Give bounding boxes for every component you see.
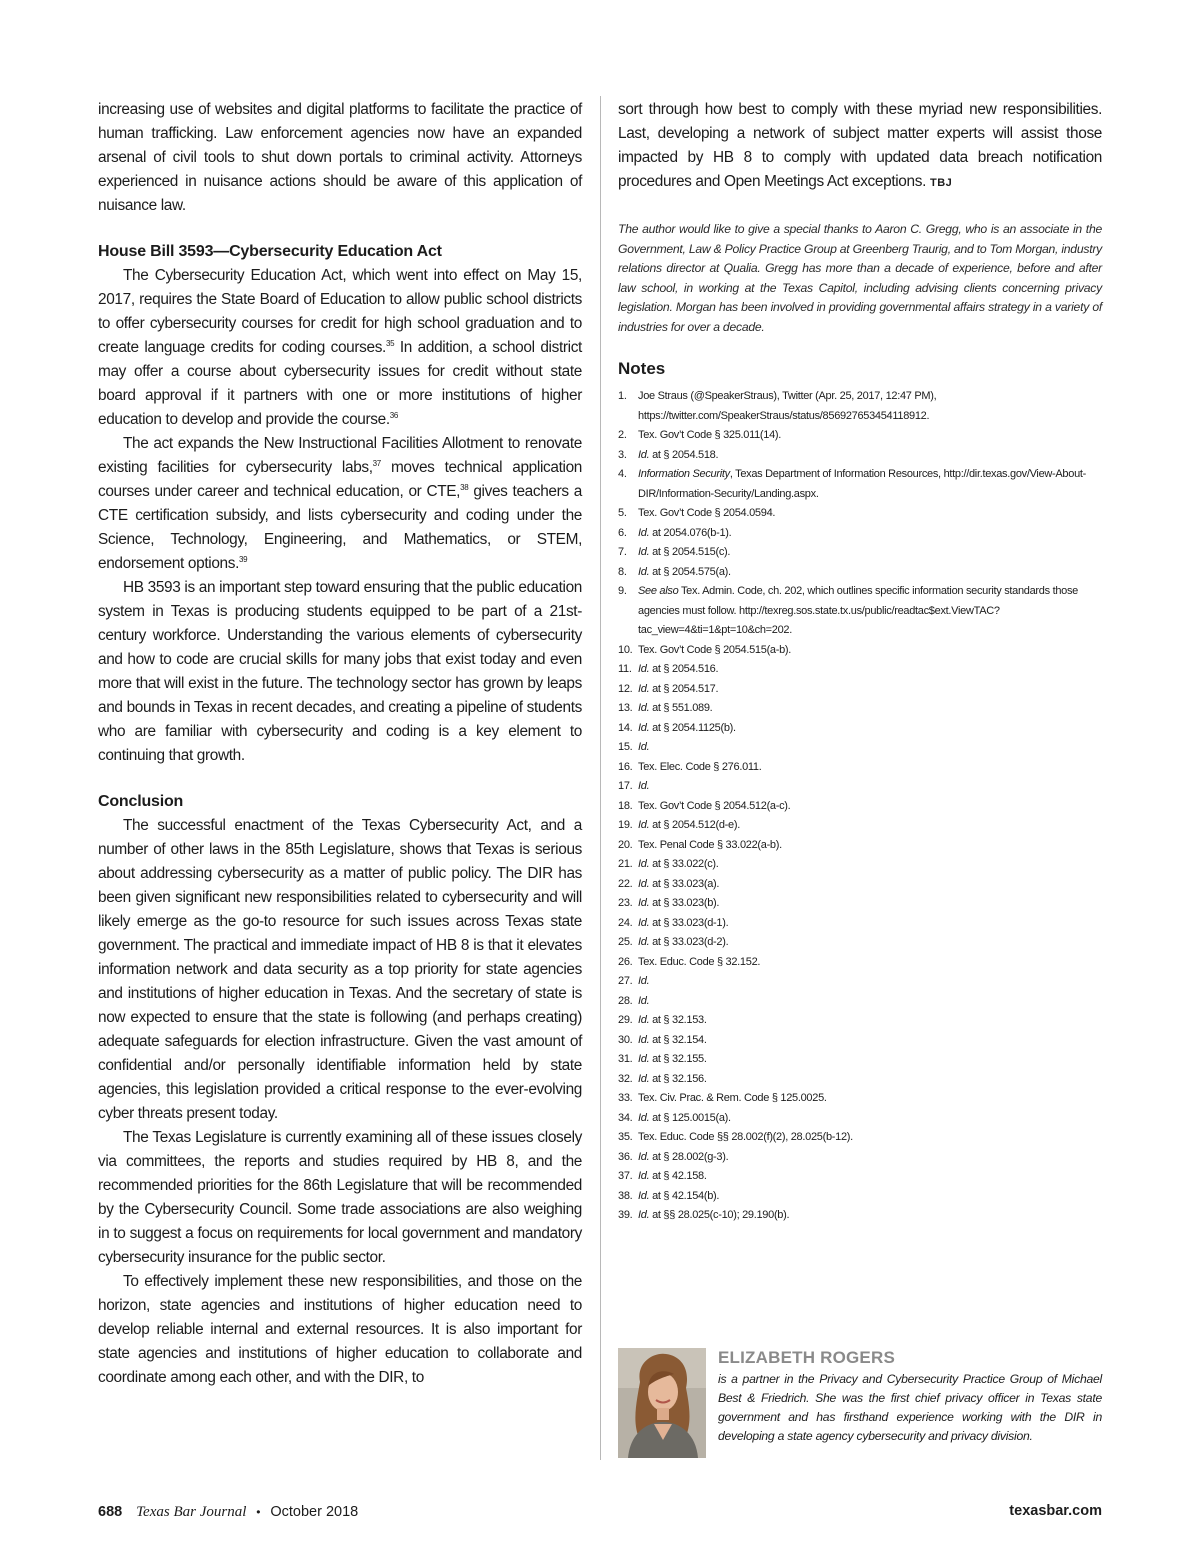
body-paragraph: The successful enactment of the Texas Cybersecurity Act, and a number of other laws in the 85th Legislature, shows that Texas is serious about addressing cybersecurity as a matter of public policy. The DIR has been given significant new responsibilities related to cybersecurity and will likely emerge as the go-to resource for such issues across Texas state government. The practical and immediate impact of HB 8 is that it elevates information network and data security as a top priority for state agencies and institutions of higher education in Texas. And the secretary of state is now expected to ensure that the state is following (and perhaps creating) adequate safeguards for election infrastructure. Given the vast amount of confidential and/or personally identifiable information held by state agencies, this legislation provided a critical response to the ever-evolving cyber threats present today. [98, 817, 582, 1122]
note-citation: at § 32.155. [649, 1053, 707, 1065]
note-citation: at § 32.154. [649, 1033, 707, 1046]
note-italic: Id. [638, 780, 650, 792]
note-number: 22. [618, 877, 633, 890]
note-item [618, 524, 1102, 544]
note-text [638, 914, 1102, 934]
body-paragraph: increasing use of websites and digital platforms to facilitate the practice of human trafficking. Law enforcement agencies now have an expanded arsenal of civil tools to shut down portals to criminal activity. Attorneys experienced in nuisance actions should be aware of this application of nuisance law. [98, 101, 582, 214]
note-citation: Tex. Penal Code § 33.022(a-b). [638, 838, 782, 851]
acknowledgment: The author would like to give a special thanks to Aaron C. Gregg, who is an associate in the Government, Law & Policy Practice Group at Greenberg Traurig, and to Tom Morgan, industry relations director at Qualia. Gregg has more than a decade of experience, before and after law school, in working at the Texas Capitol, including advising clients concerning privacy legislation. Morgan has been involved in providing governmental affairs strategy in a variety of industries for over a decade. [618, 222, 1102, 334]
note-italic: Id. [638, 1072, 650, 1085]
note-citation: at §§ 28.025(c-10); 29.190(b). [649, 1209, 790, 1221]
note-text [638, 641, 1102, 661]
note-italic: Id. [638, 448, 650, 461]
note-item [618, 1206, 1102, 1226]
note-citation: Tex. Gov’t Code § 2054.0594. [638, 507, 776, 519]
right-column [618, 98, 1102, 1226]
note-number: 39. [618, 1209, 633, 1221]
note-number: 21. [618, 858, 633, 870]
note-number: 10. [618, 643, 633, 656]
note-citation: at § 2054.515(c). [649, 546, 731, 558]
note-item [618, 563, 1102, 583]
note-text [638, 816, 1102, 836]
footer-separator: • [256, 1505, 261, 1519]
note-citation: Tex. Civ. Prac. & Rem. Code § 125.0025. [638, 1092, 827, 1104]
note-citation: at § 42.158. [649, 1170, 707, 1182]
note-text [638, 719, 1102, 739]
note-italic: Id. [638, 916, 650, 929]
note-item [618, 836, 1102, 856]
note-italic: Id. [638, 682, 650, 695]
note-text [638, 1128, 1102, 1148]
note-italic: Information Security [638, 468, 730, 480]
note-item [618, 1128, 1102, 1148]
note-italic: Id. [638, 565, 650, 578]
note-number: 11. [618, 663, 632, 675]
note-number: 15. [618, 741, 633, 753]
note-italic: Id. [638, 1033, 650, 1046]
note-number: 7. [618, 546, 627, 558]
note-item [618, 504, 1102, 524]
note-text [638, 1206, 1102, 1226]
author-bio [618, 1348, 1102, 1458]
note-item [618, 1070, 1102, 1090]
note-text [638, 582, 1102, 641]
note-citation: at § 33.023(d-2). [649, 936, 729, 948]
note-number: 33. [618, 1092, 633, 1104]
note-italic: Id. [638, 1111, 650, 1124]
note-italic: Id. [638, 975, 650, 987]
note-number: 17. [618, 780, 633, 792]
note-item [618, 1148, 1102, 1168]
note-text [638, 797, 1102, 817]
note-citation: at § 33.022(c). [649, 858, 719, 870]
note-text [638, 953, 1102, 973]
body-paragraph: To effectively implement these new responsibilities, and those on the horizon, state agencies and institutions of higher education need to develop reliable internal and external resources. It is also important for state agencies and institutions of higher education to collaborate and coordinate among each other, and with the DIR, to [98, 1273, 582, 1386]
author-portrait-icon [618, 1348, 706, 1458]
note-item [618, 1167, 1102, 1187]
note-number: 36. [618, 1150, 633, 1163]
note-number: 27. [618, 975, 633, 987]
note-text [638, 1109, 1102, 1129]
note-item [618, 758, 1102, 778]
author-bio-text [718, 1348, 1102, 1446]
note-italic: Id. [638, 1209, 650, 1221]
text-run: sort through how best to comply with these myriad new responsibilities. Last, developing a network of subject matter experts will assist those impacted by HB 8 to comply with updated data breach notification procedures and Open Meetings Act exceptions. [618, 101, 1102, 190]
note-number: 14. [618, 721, 633, 734]
note-citation: Tex. Gov’t Code § 325.011(14). [638, 429, 782, 441]
note-number: 3. [618, 448, 627, 461]
note-citation: at § 2054.516. [649, 663, 719, 675]
note-item [618, 992, 1102, 1012]
note-number: 13. [618, 702, 633, 714]
note-number: 24. [618, 916, 633, 929]
note-item [618, 543, 1102, 563]
note-item [618, 777, 1102, 797]
note-italic: Id. [638, 1014, 650, 1026]
note-citation: at § 551.089. [649, 702, 713, 714]
page-number: 688 [98, 1504, 123, 1520]
note-item [618, 465, 1102, 504]
note-item [618, 894, 1102, 914]
note-number: 23. [618, 897, 633, 909]
text-run: The act expands the New Instructional Facilities Allotment to renovate existing facilities for cybersecurity labs, [98, 435, 582, 476]
note-item [618, 582, 1102, 641]
author-photo [618, 1348, 706, 1458]
note-item [618, 719, 1102, 739]
note-number: 28. [618, 994, 633, 1007]
note-text [638, 894, 1102, 914]
section-heading-conclusion: Conclusion [98, 793, 184, 810]
note-item [618, 1011, 1102, 1031]
note-italic: Id. [638, 741, 650, 753]
note-text [638, 524, 1102, 544]
note-text [638, 1070, 1102, 1090]
note-text [638, 836, 1102, 856]
note-text [638, 699, 1102, 719]
note-number: 18. [618, 799, 633, 812]
note-text [638, 387, 1102, 426]
website-link[interactable]: texasbar.com [1009, 1503, 1102, 1519]
note-citation: at § 2054.512(d-e). [649, 819, 740, 831]
note-text [638, 543, 1102, 563]
note-number: 4. [618, 468, 627, 480]
note-item [618, 855, 1102, 875]
note-text [638, 1011, 1102, 1031]
note-italic: Id. [638, 936, 650, 948]
note-item [618, 387, 1102, 426]
note-number: 30. [618, 1033, 633, 1046]
note-text [638, 504, 1102, 524]
note-text [638, 446, 1102, 466]
note-item [618, 816, 1102, 836]
text-run: The Cybersecurity Education Act, which went into effect on May 15, 2017, requires the State Board of Education to allow public school districts to offer cybersecurity courses for credit for high school graduation and to create language credits for coding courses. [98, 267, 582, 356]
note-italic: Id. [638, 897, 650, 909]
note-item [618, 641, 1102, 661]
note-item [618, 953, 1102, 973]
note-item [618, 680, 1102, 700]
note-item [618, 1187, 1102, 1207]
note-item [618, 738, 1102, 758]
note-italic: Id. [638, 526, 650, 539]
note-item [618, 446, 1102, 466]
body-paragraph: HB 3593 is an important step toward ensuring that the public education system in Texas is producing students equipped to be part of a 21st-century workforce. Understanding the various elements of cybersecurity and how to code are crucial skills for many jobs that exist today and even more that will exist in the future. The technology sector has grown by leaps and bounds in Texas in recent decades, and creating a pipeline of students who are familiar with cybersecurity and coding is a key element to continuing that growth. [98, 579, 582, 764]
text-run: In addition, a school district may offer a course about cybersecurity issues for credit without state board approval if it partners with one or more institutions of higher education to develop and provide the course. [98, 339, 582, 428]
note-number: 25. [618, 936, 633, 948]
note-italic: Id. [638, 994, 650, 1007]
text-run: moves technical application courses under career and technical education, or CTE, [98, 459, 582, 500]
note-italic: Id. [638, 877, 650, 890]
note-item [618, 972, 1102, 992]
note-item [618, 1031, 1102, 1051]
section-heading-hb3593: House Bill 3593—Cybersecurity Education Act [98, 243, 442, 260]
journal-title: Texas Bar Journal [136, 1504, 247, 1520]
page-footer [98, 1503, 1102, 1525]
note-number: 31. [618, 1053, 633, 1065]
note-item [618, 1050, 1102, 1070]
note-number: 19. [618, 819, 633, 831]
body-paragraph [98, 264, 582, 432]
note-italic: Id. [638, 858, 650, 870]
note-text [638, 660, 1102, 680]
note-item [618, 933, 1102, 953]
note-citation: Tex. Gov’t Code § 2054.515(a-b). [638, 643, 792, 656]
note-text [638, 1148, 1102, 1168]
body-paragraph [618, 98, 1102, 195]
end-mark: TBJ [930, 177, 953, 189]
note-citation: at 2054.076(b-1). [649, 526, 732, 539]
note-text [638, 465, 1102, 504]
note-citation: Tex. Admin. Code, ch. 202, which outlines specific information security standards those agencies must follow. http://texreg.sos.state.tx.us/public/readtac$ext.ViewTAC?tac_view=4&ti=1&pt=10&ch=202. [638, 585, 1078, 636]
note-number: 1. [618, 390, 627, 402]
note-citation: at § 2054.1125(b). [649, 721, 736, 734]
note-number: 34. [618, 1111, 633, 1124]
note-number: 6. [618, 526, 627, 539]
note-text [638, 426, 1102, 446]
note-text [638, 758, 1102, 778]
note-number: 5. [618, 507, 627, 519]
author-description: is a partner in the Privacy and Cybersecurity Practice Group of Michael Best & Friedrich. She was the first chief privacy officer in Texas state government and has firsthand experience working with the DIR in developing a state agency cybersecurity and privacy division. [718, 1372, 1102, 1443]
note-italic: Id. [638, 546, 650, 558]
note-citation: at § 33.023(b). [649, 897, 720, 909]
note-italic: Id. [638, 1170, 650, 1182]
note-citation: at § 33.023(d-1). [649, 916, 729, 929]
note-citation: at § 32.156. [649, 1072, 707, 1085]
note-number: 35. [618, 1131, 633, 1143]
note-italic: Id. [638, 819, 650, 831]
notes-list [618, 387, 1102, 1226]
notes-heading: Notes [618, 359, 666, 378]
note-text [638, 933, 1102, 953]
issue-date: October 2018 [270, 1504, 359, 1520]
note-citation: at § 125.0015(a). [649, 1111, 731, 1124]
note-number: 38. [618, 1189, 633, 1202]
note-citation: Tex. Elec. Code § 276.011. [638, 760, 762, 773]
note-number: 32. [618, 1072, 633, 1085]
note-italic: Id. [638, 721, 650, 734]
note-text [638, 855, 1102, 875]
footnote-ref[interactable]: 35 [385, 339, 395, 348]
note-number: 26. [618, 955, 633, 968]
note-number: 29. [618, 1014, 633, 1026]
text-run: gives teachers a CTE certification subsidy, and lists cybersecurity and coding under the Science, Technology, Engineering, and Mathematics, or STEM, endorsement options. [98, 483, 582, 572]
note-citation: Tex. Educ. Code § 32.152. [638, 955, 761, 968]
note-number: 12. [618, 682, 633, 695]
footnote-ref[interactable]: 36 [389, 411, 398, 420]
note-item [618, 1109, 1102, 1129]
note-text [638, 563, 1102, 583]
note-item [618, 914, 1102, 934]
note-citation: Tex. Educ. Code §§ 28.002(f)(2), 28.025(b-12). [638, 1131, 853, 1143]
note-citation: at § 42.154(b). [649, 1189, 720, 1202]
column-divider [600, 96, 601, 1460]
note-number: 9. [618, 585, 627, 597]
note-item [618, 875, 1102, 895]
note-item [618, 660, 1102, 680]
footnote-ref[interactable]: 38 [460, 483, 469, 492]
body-paragraph [98, 432, 582, 576]
body-paragraph: The Texas Legislature is currently examining all of these issues closely via committees, the reports and studies required by HB 8, and the recommended priorities for the 86th Legislature that will be recommended by the Cybersecurity Council. Some trade associations are also weighing in to suggest a focus on requirements for local government and mandatory cybersecurity insurance for the public sector. [98, 1129, 582, 1266]
note-citation: at § 28.002(g-3). [649, 1150, 729, 1163]
note-text [638, 1187, 1102, 1207]
note-number: 37. [618, 1170, 633, 1182]
note-number: 20. [618, 838, 633, 851]
note-italic: See also [638, 585, 679, 597]
note-citation: at § 33.023(a). [649, 877, 720, 890]
note-citation: , Texas Department of Information Resources, http://dir.texas.gov/View-About-DIR/Information-Security/Landing.aspx. [638, 468, 1087, 500]
note-text [638, 992, 1102, 1012]
note-italic: Id. [638, 1150, 650, 1163]
note-text [638, 1089, 1102, 1109]
note-text [638, 875, 1102, 895]
note-italic: Id. [638, 1189, 650, 1202]
note-italic: Id. [638, 663, 650, 675]
note-text [638, 972, 1102, 992]
note-citation: Joe Straus (@SpeakerStraus), Twitter (Apr. 25, 2017, 12:47 PM), https://twitter.com/SpeakerStraus/status/856927653454118912. [638, 390, 937, 422]
note-italic: Id. [638, 1053, 650, 1065]
footnote-ref[interactable]: 39 [239, 555, 248, 564]
note-number: 8. [618, 565, 627, 578]
note-number: 2. [618, 429, 627, 441]
note-item [618, 1089, 1102, 1109]
author-name: ELIZABETH ROGERS [718, 1348, 895, 1367]
note-text [638, 1050, 1102, 1070]
note-text [638, 680, 1102, 700]
note-text [638, 1167, 1102, 1187]
note-citation: at § 2054.518. [649, 448, 719, 461]
footnote-ref[interactable]: 37 [372, 459, 381, 468]
note-italic: Id. [638, 702, 650, 714]
note-citation: at § 2054.517. [649, 682, 719, 695]
note-item [618, 426, 1102, 446]
note-number: 16. [618, 760, 633, 773]
note-text [638, 777, 1102, 797]
left-column [98, 98, 582, 1390]
note-citation: at § 32.153. [649, 1014, 707, 1026]
note-item [618, 797, 1102, 817]
note-citation: at § 2054.575(a). [649, 565, 731, 578]
note-citation: Tex. Gov’t Code § 2054.512(a-c). [638, 799, 791, 812]
note-text [638, 1031, 1102, 1051]
note-text [638, 738, 1102, 758]
note-item [618, 699, 1102, 719]
